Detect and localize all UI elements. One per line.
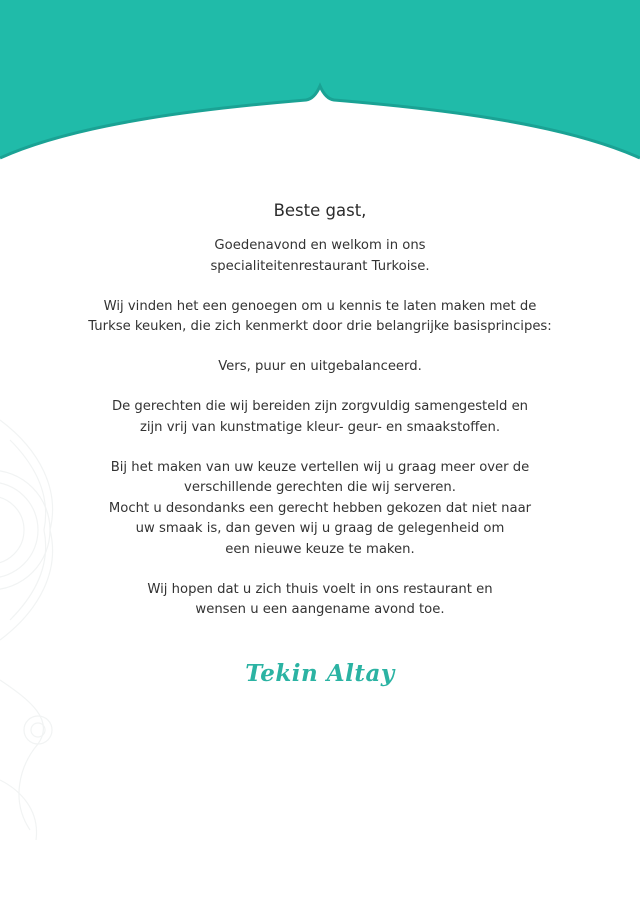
text-line: zijn vrij van kunstmatige kleur- geur- en smaakstoffen. — [139, 419, 501, 435]
paragraph-choice — [0, 458, 640, 561]
text-line: Mocht u desondanks een gerecht hebben gekozen dat niet naar — [108, 500, 532, 516]
greeting: Beste gast, — [273, 201, 367, 220]
text-line: verschillende gerechten die wij serveren. — [184, 480, 456, 495]
text-line: Goedenavond en welkom in ons — [214, 238, 426, 253]
text-line: Wij hopen dat u zich thuis voelt in ons restaurant en — [147, 581, 493, 597]
text-line: een nieuwe keuze te maken. — [225, 541, 415, 557]
paragraph-cuisine — [0, 297, 640, 338]
text-line: Bij het maken van uw keuze vertellen wij u graag meer over de — [110, 459, 530, 475]
paragraph-welcome — [0, 236, 640, 277]
text-line: uw smaak is, dan geven wij u graag de gelegenheid om — [135, 521, 505, 536]
paragraph-principles — [0, 357, 640, 378]
paragraph-ingredients — [0, 397, 640, 438]
welcome-letter — [0, 198, 640, 640]
signature: Tekin Altay — [245, 660, 395, 687]
text-line: wensen u een aangename avond toe. — [195, 602, 445, 617]
text-line: De gerechten die wij bereiden zijn zorgvuldig samengesteld en — [111, 399, 529, 414]
text-line: Vers, puur en uitgebalanceerd. — [218, 359, 422, 374]
header-banner — [0, 0, 640, 180]
text-line: Turkse keuken, die zich kenmerkt door drie belangrijke basisprincipes: — [88, 319, 552, 334]
text-line: specialiteitenrestaurant Turkoise. — [210, 258, 430, 274]
paragraph-closing — [0, 580, 640, 621]
text-line: Wij vinden het een genoegen om u kennis te laten maken met de — [103, 298, 537, 314]
